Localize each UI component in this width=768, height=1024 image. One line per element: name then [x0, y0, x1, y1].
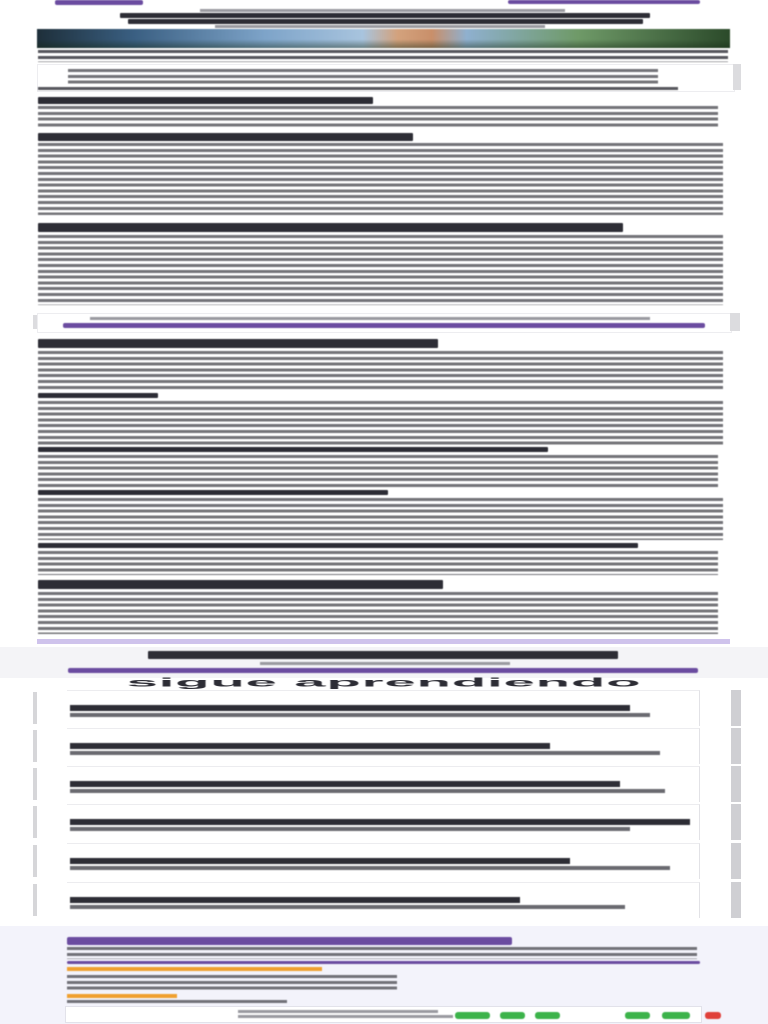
related-post-title[interactable]	[70, 781, 620, 787]
cta-button[interactable]	[63, 323, 705, 328]
paragraph	[38, 143, 723, 215]
card-right-edge	[731, 804, 741, 840]
card-body	[67, 804, 700, 840]
related-post-title[interactable]	[70, 897, 520, 903]
section-heading	[38, 133, 413, 141]
footer-legal[interactable]	[238, 1015, 453, 1018]
related-post-card[interactable]	[33, 804, 741, 840]
card-right-edge	[731, 728, 741, 764]
card-left-edge	[33, 806, 37, 838]
social-icon-red[interactable]	[705, 1012, 721, 1019]
cta-text	[90, 317, 650, 320]
post-title-line	[128, 19, 643, 24]
paragraph	[38, 592, 718, 634]
subheading	[38, 490, 388, 495]
related-post-title[interactable]	[70, 705, 630, 711]
footer-heading	[67, 994, 177, 998]
related-post-excerpt	[70, 789, 665, 793]
footer-logo[interactable]	[67, 937, 512, 945]
related-heading-text: sigue aprendiendo	[126, 675, 642, 689]
related-post-card[interactable]	[33, 766, 741, 802]
promo-title	[148, 651, 618, 659]
footer-links[interactable]	[67, 975, 397, 991]
paragraph	[38, 498, 723, 540]
paragraph	[38, 551, 718, 575]
social-icon-green[interactable]	[455, 1012, 490, 1019]
subheading	[38, 393, 158, 398]
related-post-card[interactable]	[33, 882, 741, 918]
subheading	[38, 543, 638, 548]
section-heading	[38, 339, 438, 348]
post-subtitle	[215, 25, 545, 28]
card-body	[67, 843, 700, 879]
related-post-card[interactable]	[33, 690, 741, 726]
related-post-card[interactable]	[33, 728, 741, 764]
summary-list	[68, 69, 658, 86]
intro-paragraph	[38, 50, 728, 62]
related-post-excerpt	[70, 751, 660, 755]
card-left-edge	[33, 768, 37, 800]
card-right-edge	[731, 766, 741, 802]
header-menu-button[interactable]	[508, 0, 700, 4]
card-right-edge	[731, 690, 741, 726]
paragraph	[38, 351, 723, 391]
section-heading	[38, 97, 373, 104]
promo-button[interactable]	[68, 668, 698, 673]
footer-heading	[67, 967, 322, 971]
related-post-excerpt	[70, 713, 650, 717]
hero-image	[37, 29, 730, 48]
social-icon-green[interactable]	[625, 1012, 650, 1019]
footer-description	[67, 947, 697, 959]
related-post-excerpt	[70, 905, 625, 909]
paragraph	[38, 401, 723, 445]
card-left-edge	[33, 884, 37, 916]
subheading	[38, 447, 548, 452]
footer-divider	[67, 961, 700, 964]
related-post-title[interactable]	[70, 858, 570, 864]
card-left-edge	[33, 730, 37, 762]
card-body	[67, 690, 700, 726]
related-post-title[interactable]	[70, 819, 690, 825]
social-icon-green[interactable]	[535, 1012, 560, 1019]
card-body	[67, 882, 700, 918]
article-end-divider	[37, 639, 730, 644]
paragraph	[38, 87, 678, 93]
card-left-edge	[33, 845, 37, 877]
summary-box-edge	[733, 64, 741, 90]
site-logo[interactable]	[55, 0, 143, 5]
paragraph	[38, 455, 718, 488]
post-title-line	[120, 13, 650, 18]
paragraph	[38, 235, 723, 305]
footer-links[interactable]	[67, 1000, 287, 1005]
section-heading	[38, 580, 443, 589]
section-heading	[38, 223, 623, 232]
card-left-edge	[33, 692, 37, 724]
social-icon-green[interactable]	[662, 1012, 690, 1019]
post-meta	[200, 9, 565, 12]
related-post-excerpt	[70, 866, 670, 870]
card-right-edge	[731, 843, 741, 879]
card-body	[67, 728, 700, 764]
paragraph	[38, 106, 718, 129]
card-right-edge	[731, 882, 741, 918]
related-post-card[interactable]	[33, 843, 741, 879]
cta-box-edge-right	[730, 313, 740, 331]
social-icon-green[interactable]	[500, 1012, 525, 1019]
related-post-title[interactable]	[70, 743, 550, 749]
card-body	[67, 766, 700, 802]
promo-text	[260, 662, 510, 665]
related-post-excerpt	[70, 827, 630, 831]
footer-copyright	[238, 1010, 438, 1013]
